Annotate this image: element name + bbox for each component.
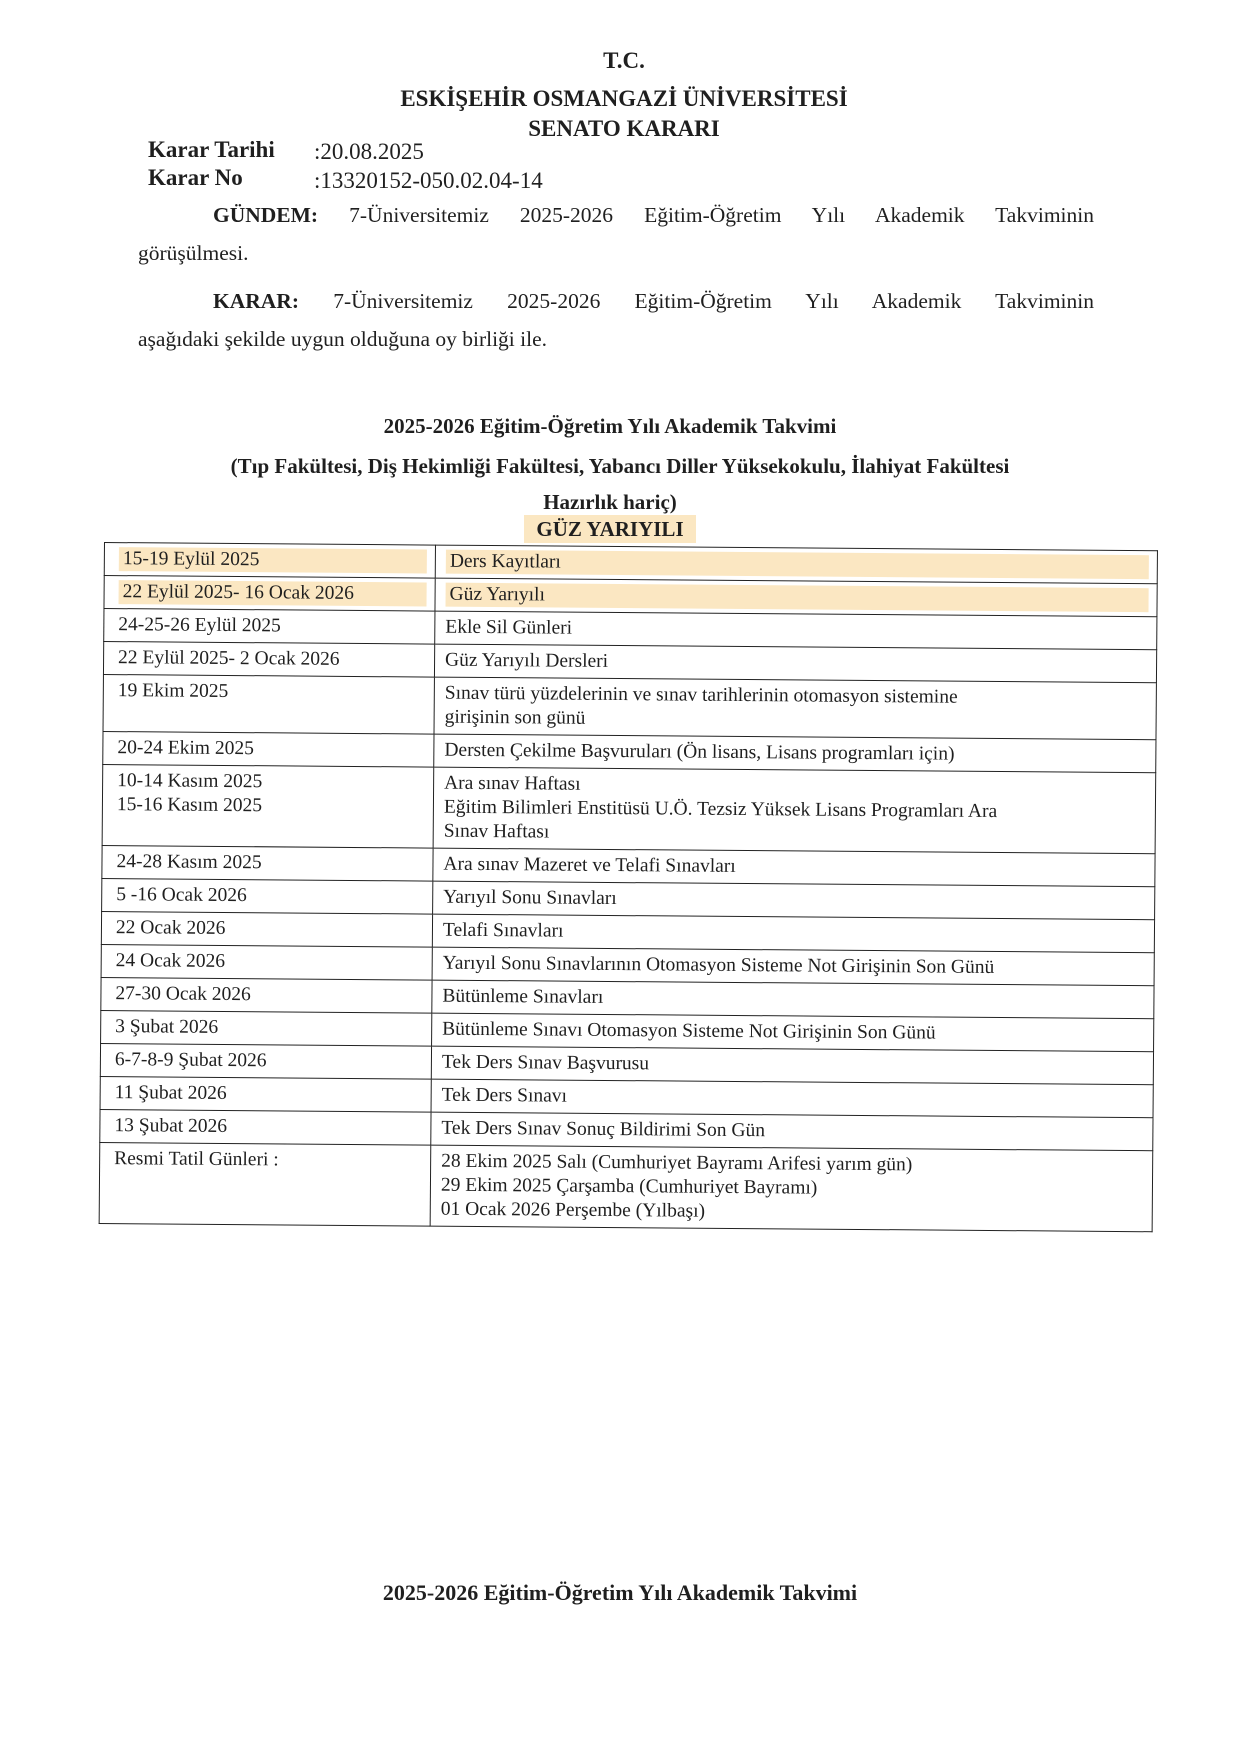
- decision-paragraph: [138, 282, 1094, 358]
- event-cell: [434, 677, 1156, 740]
- date-text: 22 Ocak 2026: [115, 917, 226, 939]
- date-cell: [104, 543, 435, 579]
- event-cell: [433, 767, 1156, 854]
- event-text: Yarıyıl Sonu Sınavlarının Otomasyon Sisteme Not Girişinin Son Günü: [442, 952, 995, 979]
- event-text: Telafi Sınavları: [442, 919, 564, 942]
- academic-calendar-table: [99, 542, 1158, 1232]
- semester-heading-text: GÜZ YARIYILI: [524, 515, 695, 543]
- date-cell: [101, 1010, 432, 1046]
- date-text: 22 Eylül 2025- 2 Ocak 2026: [118, 647, 340, 670]
- agenda-label: GÜNDEM:: [213, 203, 319, 227]
- date-cell: [103, 674, 434, 734]
- date-text: 24 Ocak 2026: [115, 950, 226, 972]
- date-text: 11 Şubat 2026: [114, 1082, 227, 1104]
- header-university: ESKİŞEHİR OSMANGAZİ ÜNİVERSİTESİ: [400, 86, 848, 111]
- header-senate-decision: SENATO KARARI: [528, 116, 720, 141]
- decision-date-label: Karar Tarihi: [148, 137, 275, 162]
- table-row: [103, 674, 1156, 739]
- decision-no-label: Karar No: [148, 165, 243, 190]
- event-text: Tek Ders Sınav Sonuç Bildirimi Son Gün: [441, 1117, 766, 1142]
- decision-text-line1: 7-Üniversitemiz 2025-2026 Eğitim-Öğretim Yılı Akademik Takviminin: [299, 289, 1094, 313]
- date-text: 19 Ekim 2025: [117, 680, 229, 702]
- date-cell: [104, 609, 435, 645]
- agenda-text-line2: görüşülmesi.: [138, 241, 249, 265]
- date-text: 24-28 Kasım 2025: [116, 851, 262, 874]
- date-text: 20-24 Ekim 2025: [117, 737, 254, 760]
- event-text: Güz Yarıyılı Dersleri: [444, 649, 609, 672]
- event-text: Bütünleme Sınavları: [442, 985, 604, 1008]
- date-text: 22 Eylül 2025- 16 Ocak 2026: [119, 580, 427, 606]
- event-text: Ara sınav Mazeret ve Telafi Sınavları: [443, 853, 736, 877]
- date-text: 15-16 Kasım 2025: [116, 794, 263, 817]
- event-text: 01 Ocak 2026 Perşembe (Yılbaşı): [440, 1198, 706, 1222]
- date-cell: [103, 731, 434, 767]
- event-cell: [430, 1145, 1153, 1232]
- event-text: Ekle Sil Günleri: [445, 616, 573, 639]
- date-cell: [104, 576, 435, 612]
- date-text: 13 Şubat 2026: [114, 1115, 228, 1137]
- date-cell: [100, 1109, 431, 1145]
- footer-calendar-title: 2025-2026 Eğitim-Öğretim Yılı Akademik Takvimi: [382, 1580, 858, 1605]
- decision-no-value: :13320152-050.02.04-14: [314, 168, 543, 193]
- decision-date-value: :20.08.2025: [314, 139, 424, 164]
- agenda-text-line1: 7-Üniversitemiz 2025-2026 Eğitim-Öğretim Yılı Akademik Takviminin: [318, 203, 1094, 227]
- event-text: 28 Ekim 2025 Salı (Cumhuriyet Bayramı Arifesi yarım gün): [441, 1150, 913, 1176]
- table-row: [102, 764, 1156, 853]
- date-text: 27-30 Ocak 2026: [115, 983, 251, 1006]
- date-text: Resmi Tatil Günleri :: [114, 1148, 279, 1171]
- header-tc: T.C.: [603, 48, 645, 73]
- date-text: 6-7-8-9 Şubat 2026: [114, 1049, 267, 1072]
- agenda-paragraph: [138, 196, 1094, 272]
- calendar-subtitle-line1: (Tıp Fakültesi, Diş Hekimliği Fakültesi, Yabancı Diller Yüksekokulu, İlahiyat Fakültesi: [230, 454, 1010, 478]
- date-cell: [101, 911, 432, 947]
- event-text: Tek Ders Sınavı: [441, 1084, 568, 1107]
- event-text: girişinin son günü: [444, 706, 586, 729]
- event-text: Yarıyıl Sonu Sınavları: [443, 886, 617, 910]
- event-text: Eğitim Bilimleri Enstitüsü U.Ö. Tezsiz Yüksek Lisans Programları Ara: [443, 796, 998, 823]
- calendar-subtitle-line2: Hazırlık hariç): [543, 490, 677, 514]
- event-text: Tek Ders Sınav Başvurusu: [441, 1051, 650, 1075]
- date-cell: [100, 1043, 431, 1079]
- date-text: 5 -16 Ocak 2026: [116, 884, 247, 907]
- semester-heading: [130, 517, 1090, 542]
- event-text: Sınav türü yüzdelerinin ve sınav tarihlerinin otomasyon sistemine: [444, 682, 958, 708]
- event-text: 29 Ekim 2025 Çarşamba (Cumhuriyet Bayramı): [440, 1174, 818, 1199]
- event-text: Güz Yarıyılı: [446, 583, 1149, 613]
- date-text: 10-14 Kasım 2025: [117, 770, 263, 793]
- calendar-title: 2025-2026 Eğitim-Öğretim Yılı Akademik Takvimi: [383, 414, 837, 438]
- date-cell: [102, 764, 434, 848]
- event-text: Bütünleme Sınavı Otomasyon Sisteme Not Girişinin Son Günü: [442, 1018, 936, 1044]
- event-text: Dersten Çekilme Başvuruları (Ön lisans, Lisans programları için): [444, 739, 955, 765]
- decision-label: KARAR:: [213, 289, 299, 313]
- date-text: 24-25-26 Eylül 2025: [118, 614, 281, 637]
- table-row: [99, 1142, 1153, 1231]
- date-cell: [99, 1142, 431, 1226]
- event-text: Ders Kayıtları: [446, 550, 1149, 580]
- date-cell: [100, 1076, 431, 1112]
- date-cell: [103, 642, 434, 678]
- date-text: 3 Şubat 2026: [115, 1016, 219, 1038]
- event-text: Ara sınav Haftası: [444, 772, 581, 795]
- date-text: 15-19 Eylül 2025: [119, 547, 427, 573]
- event-text: Sınav Haftası: [443, 820, 550, 843]
- decision-text-line2: aşağıdaki şekilde uygun olduğuna oy birliği ile.: [138, 327, 548, 351]
- date-cell: [102, 845, 433, 881]
- date-cell: [102, 878, 433, 914]
- date-cell: [101, 944, 432, 980]
- date-cell: [101, 977, 432, 1013]
